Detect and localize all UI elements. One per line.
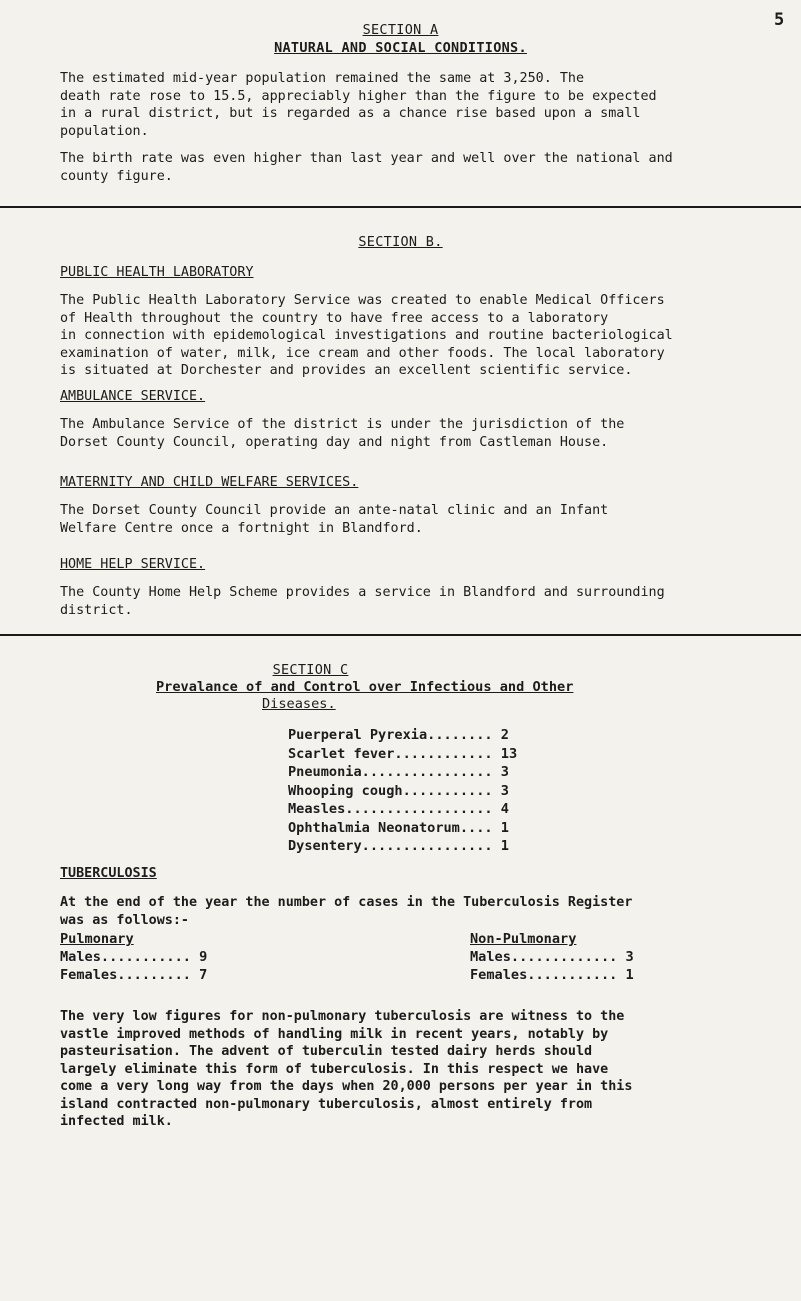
infectious-disease-list: [288, 726, 517, 856]
pulmonary-females: Females......... 7: [60, 967, 208, 983]
section-a-paragraph-2: The birth rate was even higher than last year and well over the national and county figure.: [60, 151, 673, 184]
maternity-heading: MATERNITY AND CHILD WELFARE SERVICES.: [60, 475, 359, 490]
section-c-heading-line1: Prevalance of and Control over Infectious and Other: [156, 679, 574, 695]
ambulance-service-heading: AMBULANCE SERVICE.: [60, 389, 206, 404]
section-a-label: SECTION A: [362, 22, 439, 38]
pulmonary-heading: Pulmonary: [60, 931, 134, 947]
disease-row-pneumonia: Pneumonia................ 3: [288, 764, 509, 780]
home-help-heading: HOME HELP SERVICE.: [60, 557, 206, 572]
pulmonary-column: [60, 930, 207, 984]
tuberculosis-heading: TUBERCULOSIS: [60, 866, 157, 881]
section-a-heading: NATURAL AND SOCIAL CONDITIONS.: [274, 40, 527, 56]
non-pulmonary-females: Females........... 1: [470, 967, 634, 983]
public-health-lab-text: The Public Health Laboratory Service was created to enable Medical Officers of Health throughout the country to have free access to a laboratory in connection with epidemological investigations and routine bacteriological examination of water, milk, ice cream and other foods. The local laboratory is situated at Dorchester and provides an excellent scientific service.: [60, 293, 673, 378]
home-help-text: The County Home Help Scheme provides a service in Blandford and surrounding district.: [60, 585, 665, 618]
section-c-label: SECTION C: [272, 662, 349, 678]
pulmonary-males: Males........... 9: [60, 949, 208, 965]
disease-row-whooping-cough: Whooping cough........... 3: [288, 782, 509, 799]
disease-row-dysentery: Dysentery................ 1: [288, 838, 509, 854]
ambulance-service-text: The Ambulance Service of the district is under the jurisdiction of the Dorset County Council, operating day and night from Castleman House.: [60, 417, 625, 450]
non-pulmonary-column: [470, 930, 634, 984]
disease-row-ophthalmia-neonatorum: Ophthalmia Neonatorum.... 1: [288, 819, 509, 836]
section-a-paragraph-1: The estimated mid-year population remained the same at 3,250. The death rate rose to 15.5, appreciably higher than the figure to be expected in a rural district, but is regarded as a chance rise based upon a small population.: [60, 71, 657, 139]
tuberculosis-closing-paragraph: The very low figures for non-pulmonary tuberculosis are witness to the vastle improved methods of handling milk in recent years, notably by pasteurisation. The advent of tuberculin tested dairy herds should largely eliminate this form of tuberculosis. In this respect we have come a very long way from the days when 20,000 persons per year in this island contracted non-pulmonary tuberculosis, almost entirely from infected milk.: [60, 1009, 633, 1129]
divider-rule-1: [0, 206, 801, 208]
divider-rule-2: [0, 634, 801, 636]
page-number: 5: [774, 10, 785, 30]
non-pulmonary-males: Males............. 3: [470, 949, 634, 965]
non-pulmonary-heading: Non-Pulmonary: [470, 931, 577, 947]
disease-row-measles: Measles.................. 4: [288, 801, 509, 817]
disease-row-puerperal-pyrexia: Puerperal Pyrexia........ 2: [288, 727, 509, 743]
maternity-text: The Dorset County Council provide an ante-natal clinic and an Infant Welfare Centre once a fortnight in Blandford.: [60, 503, 609, 536]
section-b-label: SECTION B.: [358, 234, 443, 250]
public-health-lab-heading: PUBLIC HEALTH LABORATORY: [60, 265, 254, 280]
tuberculosis-intro: At the end of the year the number of cases in the Tuberculosis Register was as follows:-: [60, 895, 633, 928]
section-c-heading-line2: Diseases.: [262, 696, 336, 712]
disease-row-scarlet-fever: Scarlet fever............ 13: [288, 745, 518, 762]
